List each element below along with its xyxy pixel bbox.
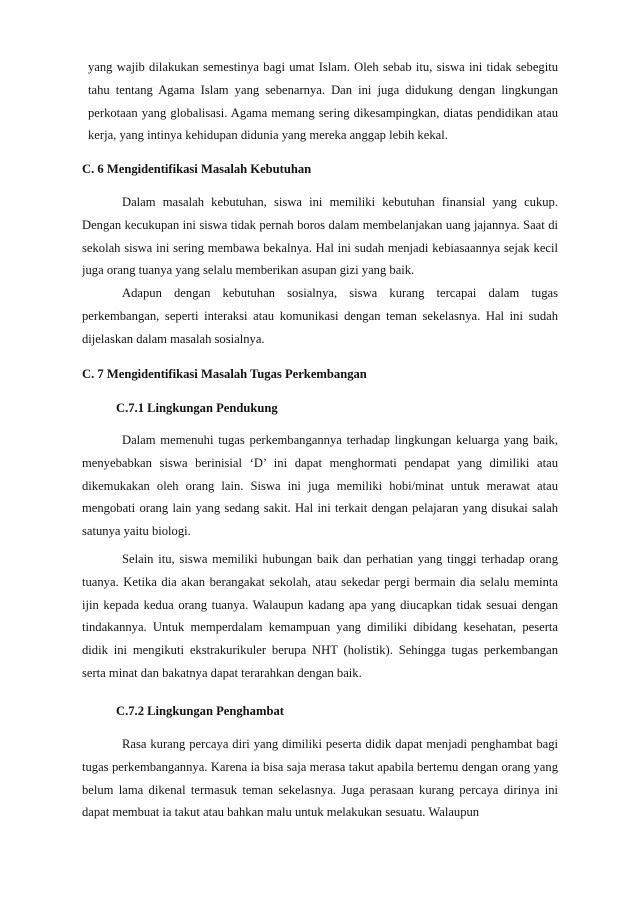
section-c6-heading: C. 6 Mengidentifikasi Masalah Kebutuhan: [82, 162, 312, 176]
section-c7-2-body: [82, 733, 558, 824]
section-c6-paragraph-1: Dalam masalah kebutuhan, siswa ini memiliki kebutuhan finansial yang cukup. Dengan kecukupan ini siswa tidak pernah boros dalam membelanjakan uang jajannya. Saat di sekolah siswa ini sering membawa bekalnya. Hal ini sudah menjadi kebiasaannya sejak kecil juga orang tuanya yang selalu memberikan asupan gizi yang baik.: [82, 195, 558, 278]
section-c7-1-body-1: [82, 429, 558, 543]
intro-block: [82, 56, 558, 147]
section-c7-2: [82, 700, 558, 722]
section-c7-1-paragraph-1: Dalam memenuhi tugas perkembangannya terhadap lingkungan keluarga yang baik, menyebabkan siswa berinisial ‘D’ ini dapat menghormati pendapat yang dimiliki atau dikemukakan oleh orang lain. Siswa ini juga memiliki hobi/minat untuk merawat atau mengobati orang lain yang sedang sakit. Hal ini terkait dengan pelajaran yang disukai salah satunya yaitu biologi.: [82, 433, 558, 539]
section-c7-1-heading: C.7.1 Lingkungan Pendukung: [116, 401, 278, 415]
section-c7-1: [82, 397, 558, 419]
section-c6: [82, 158, 558, 180]
section-c6-body: [82, 191, 558, 351]
section-c7-heading: C. 7 Mengidentifikasi Masalah Tugas Perkembangan: [82, 367, 367, 381]
section-c7-2-paragraph-1: Rasa kurang percaya diri yang dimiliki peserta didik dapat menjadi penghambat bagi tugas perkembangannya. Karena ia bisa saja merasa takut apabila bertemu dengan orang yang belum lama dikenal termasuk teman sekelasnya. Juga perasaan kurang percaya dirinya ini dapat membuat ia takut atau bahkan malu untuk melakukan sesuatu. Walaupun: [82, 737, 558, 820]
intro-paragraph: yang wajib dilakukan semestinya bagi umat Islam. Oleh sebab itu, siswa ini tidak sebegitu tahu tentang Agama Islam yang sebenarnya. Dan ini juga didukung dengan lingkungan perkotaan yang globalisasi. Agama memang sering dikesampingkan, diatas pendidikan atau kerja, yang intinya kehidupan didunia yang mereka anggap lebih kekal.: [88, 60, 558, 143]
section-c6-paragraph-2: Adapun dengan kebutuhan sosialnya, siswa kurang tercapai dalam tugas perkembangan, seperti interaksi atau komunikasi dengan teman sekelasnya. Hal ini sudah dijelaskan dalam masalah sosialnya.: [82, 286, 558, 346]
section-c7: [82, 363, 558, 385]
section-c7-1-paragraph-2: Selain itu, siswa memiliki hubungan baik dan perhatian yang tinggi terhadap orang tuanya. Ketika dia akan berangakat sekolah, atau sekedar pergi bermain dia selalu meminta ijin kepada kedua orang tuanya. Walaupun kadang apa yang diucapkan tidak sesuai dengan tindakannya. Untuk memperdalam kemampuan yang dimiliki dibidang kesehatan, peserta didik ini mengikuti ekstrakurikuler berupa NHT (holistik). Sehingga tugas perkembangan serta minat dan bakatnya dapat terarahkan dengan baik.: [82, 552, 558, 680]
section-c7-1-body-2: [82, 548, 558, 685]
section-c7-2-heading: C.7.2 Lingkungan Penghambat: [116, 704, 284, 718]
